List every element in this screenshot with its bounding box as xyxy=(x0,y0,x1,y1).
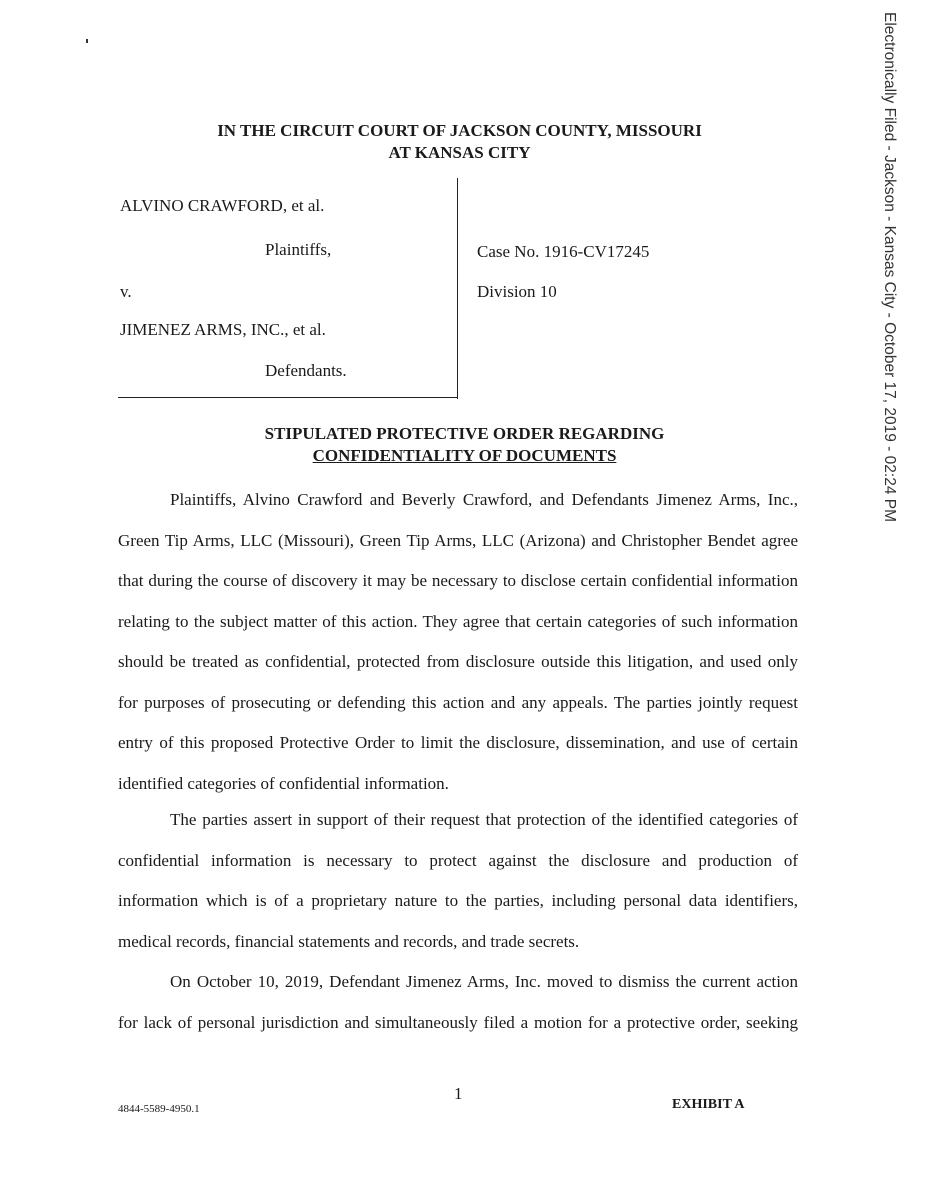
exhibit-label: EXHIBIT A xyxy=(672,1097,745,1112)
paragraph-1 xyxy=(118,480,798,804)
defendant-role: Defendants. xyxy=(265,361,347,380)
paragraph-line: Green Tip Arms, LLC (Missouri), Green Tip Arms, LLC (Arizona) and Christopher Bendet agree xyxy=(118,530,798,550)
paragraph-line: for purposes of prosecuting or defending this action and any appeals. The parties jointly request xyxy=(118,692,798,712)
paragraph-line: Plaintiffs, Alvino Crawford and Beverly Crawford, and Defendants Jimenez Arms, Inc., xyxy=(170,490,798,509)
document-title-line2: CONFIDENTIALITY OF DOCUMENTS xyxy=(312,446,617,465)
paragraph-line: relating to the subject matter of this action. They agree that certain categories of such information xyxy=(118,611,798,631)
paragraph-line: that during the course of discovery it may be necessary to disclose certain confidential information xyxy=(118,571,798,590)
caption-vertical-divider xyxy=(457,178,458,399)
paragraph-line: should be treated as confidential, protected from disclosure outside this litigation, and used only xyxy=(118,652,798,671)
filing-stamp-text: Electronically Filed - Jackson - Kansas City - October 17, 2019 - 02:24 PM xyxy=(881,12,898,522)
paragraph-2 xyxy=(118,800,798,962)
document-title xyxy=(0,423,929,467)
paragraph-line: for lack of personal jurisdiction and simultaneously filed a motion for a protective order, seeking xyxy=(118,1012,798,1032)
paragraph-line: identified categories of confidential information. xyxy=(118,773,449,793)
paragraph-line: medical records, financial statements and records, and trade secrets. xyxy=(118,931,580,951)
paragraph-line: confidential information is necessary to protect against the disclosure and production of xyxy=(118,850,798,870)
scan-artifact xyxy=(86,39,88,43)
court-heading-line2: AT KANSAS CITY xyxy=(388,143,531,162)
case-number: Case No. 1916-CV17245 xyxy=(477,242,650,261)
paragraph-line: The parties assert in support of their request that protection of the identified categories of xyxy=(170,810,798,829)
page-number: 1 xyxy=(454,1084,463,1103)
filing-stamp xyxy=(872,12,896,532)
versus: v. xyxy=(120,282,132,301)
paragraph-3 xyxy=(118,962,798,1043)
paragraph-line: entry of this proposed Protective Order to limit the disclosure, dissemination, and use of certain xyxy=(118,733,798,752)
document-title-line1: STIPULATED PROTECTIVE ORDER REGARDING xyxy=(264,424,665,443)
document-id: 4844-5589-4950.1 xyxy=(118,1103,200,1115)
paragraph-line: information which is of a proprietary nature to the parties, including personal data identifiers, xyxy=(118,891,798,910)
caption-horizontal-divider xyxy=(118,397,458,398)
defendant-name: JIMENEZ ARMS, INC., et al. xyxy=(120,320,326,339)
plaintiff-name: ALVINO CRAWFORD, et al. xyxy=(120,196,325,215)
paragraph-line: On October 10, 2019, Defendant Jimenez Arms, Inc. moved to dismiss the current action xyxy=(170,972,798,991)
plaintiff-role: Plaintiffs, xyxy=(265,240,332,259)
division: Division 10 xyxy=(477,282,557,301)
court-heading xyxy=(0,120,929,164)
court-heading-line1: IN THE CIRCUIT COURT OF JACKSON COUNTY, MISSOURI xyxy=(217,121,702,140)
